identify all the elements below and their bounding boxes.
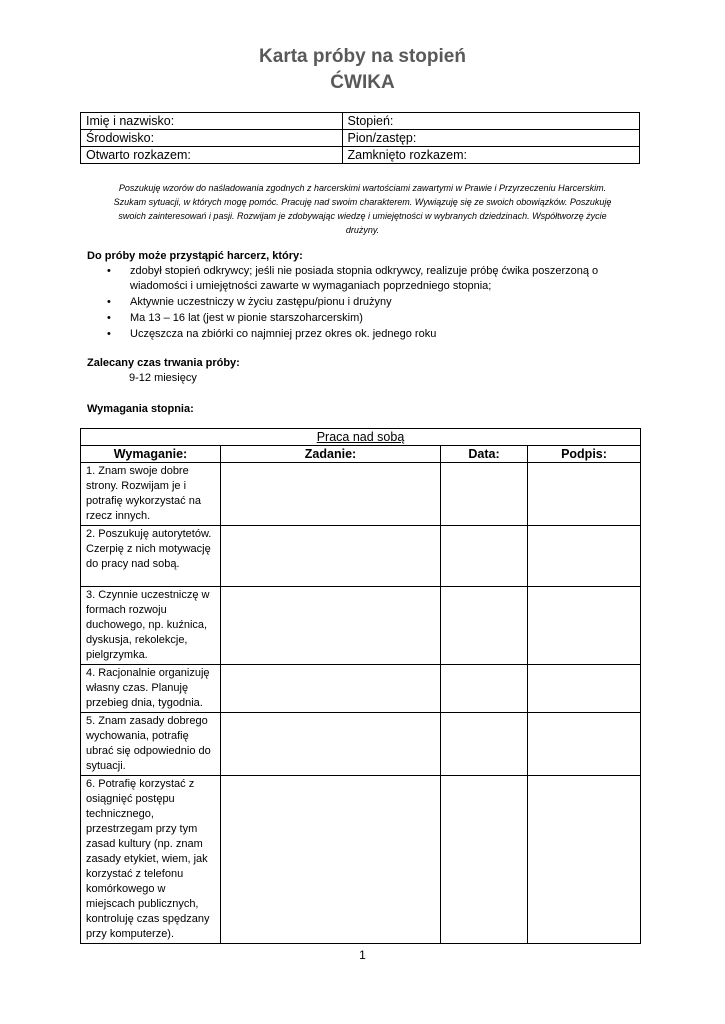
date-cell[interactable] xyxy=(441,587,528,665)
column-header-requirement: Wymaganie: xyxy=(81,446,221,463)
task-cell[interactable] xyxy=(221,776,441,944)
section-title-text: Praca nad sobą xyxy=(316,430,405,444)
list-item xyxy=(87,327,627,342)
document-title xyxy=(0,44,725,96)
requirements-table xyxy=(80,428,641,944)
table-row xyxy=(81,463,641,526)
table-row xyxy=(81,713,641,776)
task-cell[interactable] xyxy=(221,587,441,665)
list-item xyxy=(87,264,627,294)
section-title-row xyxy=(81,429,641,446)
section-title xyxy=(81,429,641,446)
info-row xyxy=(81,113,640,130)
requirement-cell: 4. Racjonalnie organizuję własny czas. Planuję przebieg dnia, tygodnia. xyxy=(81,665,221,713)
intro-line: swoich zainteresowań i pasji. Rozwijam je zdobywając wiedzę i umiejętności w wybranych dziedzinach. Współtworzę życie xyxy=(118,211,607,221)
requirement-cell: 3. Czynnie uczestniczę w formach rozwoju duchowego, np. kuźnica, dyskusja, rekolekcje, pielgrzymka. xyxy=(81,587,221,665)
list-item-text: Aktywnie uczestniczy w życiu zastępu/pionu i drużyny xyxy=(130,296,392,308)
patrol-field[interactable]: Pion/zastęp: xyxy=(342,130,639,147)
eligibility-heading: Do próby może przystąpić harcerz, który: xyxy=(87,250,303,262)
header-row xyxy=(81,446,641,463)
requirement-cell: 6. Potrafię korzystać z osiągnięć postępu technicznego, przestrzegam przy tym zasad kultury (np. znam zasady etykiet, wiem, jak korzystać z telefonu komórkowego w miejscach publicznych, kontroluję czas spędzany przy komputerze). xyxy=(81,776,221,944)
date-cell[interactable] xyxy=(441,776,528,944)
task-cell[interactable] xyxy=(221,713,441,776)
list-item-text: Uczęszcza na zbiórki co najmniej przez okres ok. jednego roku xyxy=(130,328,437,340)
list-item xyxy=(87,311,627,326)
requirement-cell: 5. Znam zasady dobrego wychowania, potrafię ubrać się odpowiednio do sytuacji. xyxy=(81,713,221,776)
requirement-cell: 2. Poszukuję autorytetów. Czerpię z nich motywację do pracy nad sobą. xyxy=(81,526,221,587)
signature-cell[interactable] xyxy=(528,463,641,526)
bullet-icon: • xyxy=(107,328,111,340)
signature-cell[interactable] xyxy=(528,713,641,776)
date-cell[interactable] xyxy=(441,526,528,587)
page-number: 1 xyxy=(359,948,366,962)
info-row xyxy=(81,130,640,147)
duration-value: 9-12 miesięcy xyxy=(129,372,197,384)
table-row xyxy=(81,526,641,587)
intro-line: Poszukuję wzorów do naśladowania zgodnych z harcerskimi wartościami zawartymi w Prawie i Przyrzeczeniu Harcerskim. xyxy=(118,183,607,193)
requirements-heading: Wymagania stopnia: xyxy=(87,403,194,415)
info-table xyxy=(80,112,640,164)
rank-field[interactable]: Stopień: xyxy=(342,113,639,130)
table-row xyxy=(81,665,641,713)
column-header-date: Data: xyxy=(441,446,528,463)
task-cell[interactable] xyxy=(221,526,441,587)
column-header-signature: Podpis: xyxy=(528,446,641,463)
intro-line: Szukam sytuacji, w których mogę pomóc. Pracuję nad swoim charakterem. Wywiązuję się ze swoich obowiązków. Poszukuję xyxy=(113,197,612,207)
duration-heading: Zalecany czas trwania próby: xyxy=(87,357,240,369)
name-field[interactable]: Imię i nazwisko: xyxy=(81,113,343,130)
list-item-text: zdobył stopień odkrywcy; jeśli nie posiada stopnia odkrywcy, realizuje próbę ćwika poszerzoną o wiadomości i umiejętności zawarte w wymaganiach poprzedniego stopnia; xyxy=(130,265,599,292)
eligibility-list xyxy=(87,264,627,343)
table-row xyxy=(81,776,641,944)
environment-field[interactable]: Środowisko: xyxy=(81,130,343,147)
bullet-icon: • xyxy=(107,312,111,324)
info-row xyxy=(81,147,640,164)
title-line-2: ĆWIKA xyxy=(330,72,395,93)
requirement-cell: 1. Znam swoje dobre strony. Rozwijam je i potrafię wykorzystać na rzecz innych. xyxy=(81,463,221,526)
bullet-icon: • xyxy=(107,296,111,308)
column-header-task: Zadanie: xyxy=(221,446,441,463)
table-row xyxy=(81,587,641,665)
list-item xyxy=(87,295,627,310)
bullet-icon: • xyxy=(107,265,111,277)
opened-by-order-field[interactable]: Otwarto rozkazem: xyxy=(81,147,343,164)
task-cell[interactable] xyxy=(221,665,441,713)
signature-cell[interactable] xyxy=(528,526,641,587)
signature-cell[interactable] xyxy=(528,776,641,944)
signature-cell[interactable] xyxy=(528,665,641,713)
signature-cell[interactable] xyxy=(528,587,641,665)
date-cell[interactable] xyxy=(441,463,528,526)
list-item-text: Ma 13 – 16 lat (jest w pionie starszoharcerskim) xyxy=(130,312,363,324)
closed-by-order-field[interactable]: Zamknięto rozkazem: xyxy=(342,147,639,164)
intro-text xyxy=(86,181,639,237)
date-cell[interactable] xyxy=(441,665,528,713)
intro-line: drużyny. xyxy=(345,225,380,235)
date-cell[interactable] xyxy=(441,713,528,776)
title-line-1: Karta próby na stopień xyxy=(259,46,466,67)
task-cell[interactable] xyxy=(221,463,441,526)
